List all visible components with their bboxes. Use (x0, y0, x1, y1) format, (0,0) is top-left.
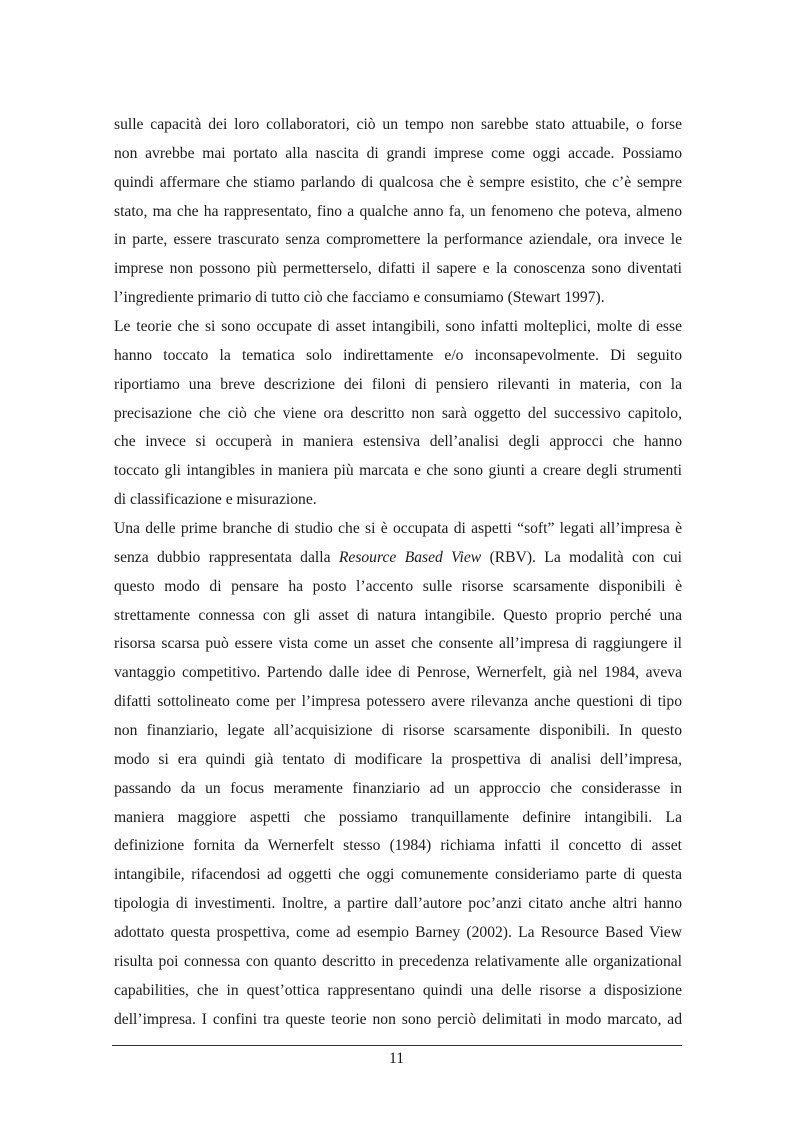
text-line: intangibile, rifacendosi ad oggetti che oggi comunemente consideriamo parte di questa (114, 866, 682, 884)
text-line: in parte, essere trascurato senza compromettere la performance aziendale, ora invece le (114, 231, 682, 249)
text-line: riportiamo una breve descrizione dei filoni di pensiero rilevanti in materia, con la (114, 375, 682, 393)
text-line-with-italic (114, 548, 682, 577)
text-line: tipologia di investimenti. Inoltre, a partire dall’autore poc’anzi citato anche altri hanno (114, 895, 682, 913)
text-line: imprese non possono più permetterselo, difatti il sapere e la conoscenza sono diventati (114, 260, 682, 278)
text-line: di classificazione e misurazione. (114, 491, 317, 509)
text-line: hanno toccato la tematica solo indirettamente e/o inconsapevolmente. Di seguito (114, 346, 682, 364)
text-line: definizione fornita da Wernerfelt stesso (1984) richiama infatti il concetto di asset (114, 837, 682, 855)
footer-divider (112, 1045, 682, 1046)
text-line: stato, ma che ha rappresentato, fino a qualche anno fa, un fenomeno che poteva, almeno (114, 202, 682, 220)
text-line: modo si era quindi già tentato di modificare la prospettiva di analisi dell’impresa, (114, 750, 682, 768)
italic-term: Resource Based View (338, 548, 482, 566)
text-line: toccato gli intangibles in maniera più marcata e che sono giunti a creare degli strumenti (114, 462, 682, 480)
text-line: vantaggio competitivo. Partendo dalle idee di Penrose, Wernerfelt, già nel 1984, aveva (114, 664, 682, 682)
text-line: passando da un focus meramente finanziario ad un approccio che considerasse in (114, 779, 682, 797)
body-text (114, 115, 682, 1039)
text-line: adottato questa prospettiva, come ad esempio Barney (2002). La Resource Based View (114, 924, 682, 942)
text-line: non finanziario, legate all’acquisizione di risorse scarsamente disponibili. In questo (114, 722, 682, 740)
text-line: capabilities, che in quest’ottica rappresentano quindi una delle risorse a disposizione (114, 981, 682, 999)
text-fragment: senza dubbio rappresentata dalla (114, 548, 339, 566)
text-line: che invece si occuperà in maniera estensiva dell’analisi degli approcci che hanno (114, 433, 682, 451)
text-line: quindi affermare che stiamo parlando di qualcosa che è sempre esistito, che c’è sempre (114, 173, 682, 191)
text-line: l’ingrediente primario di tutto ciò che facciamo e consumiamo (Stewart 1997). (114, 289, 605, 307)
text-fragment: (RBV). La modalità con cui (481, 548, 682, 566)
text-line: sulle capacità dei loro collaboratori, ciò un tempo non sarebbe stato attuabile, o forse (114, 116, 682, 133)
text-line: strettamente connessa con gli asset di natura intangibile. Questo proprio perché una (114, 606, 682, 624)
text-line: difatti sottolineato come per l’impresa potessero avere rilevanza anche questioni di tipo (114, 693, 682, 711)
text-line: questo modo di pensare ha posto l’accento sulle risorse scarsamente disponibili è (114, 577, 682, 595)
text-line: risorsa scarsa può essere vista come un asset che consente all’impresa di raggiungere il (114, 635, 682, 653)
text-line: precisazione che ciò che viene ora descritto non sarà oggetto del successivo capitolo, (114, 404, 682, 422)
text-line: Una delle prime branche di studio che si è occupata di aspetti “soft” legati all’impresa è (114, 520, 682, 538)
text-line: non avrebbe mai portato alla nascita di grandi imprese come oggi accade. Possiamo (114, 144, 682, 162)
text-line: Le teorie che si sono occupate di asset intangibili, sono infatti molteplici, molte di esse (114, 318, 682, 336)
text-line: maniera maggiore aspetti che possiamo tranquillamente definire intangibili. La (114, 808, 682, 826)
text-line: risulta poi connessa con quanto descritto in precedenza relativamente alle organizational (114, 952, 682, 970)
page-number: 11 (388, 1050, 404, 1067)
text-line: dell’impresa. I confini tra queste teorie non sono perciò delimitati in modo marcato, ad (114, 1010, 682, 1028)
